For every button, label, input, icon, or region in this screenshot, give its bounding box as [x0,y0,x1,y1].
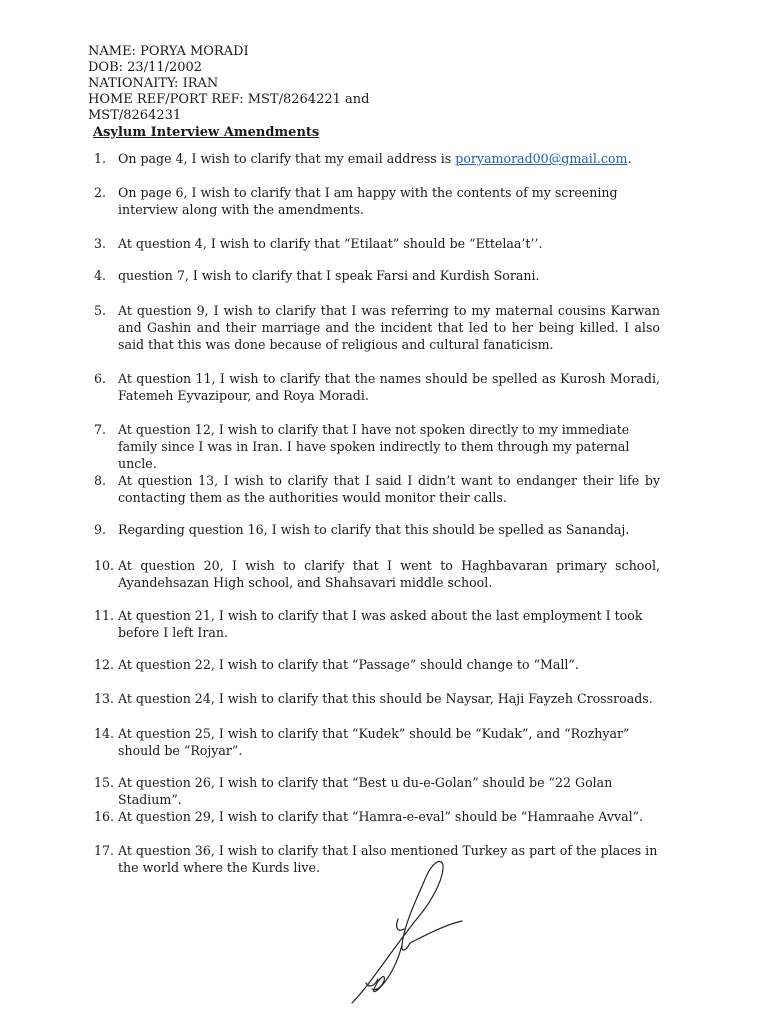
item-number: 3. [94,236,107,251]
item-text: At question 36, I wish to clarify that I also mentioned Turkey as part of the places in the world where the Kurds live. [118,843,658,875]
list-item [94,607,660,641]
list-item [94,267,660,284]
item-text: At question 12, I wish to clarify that I have not spoken directly to my immediate family since I was in Iran. I have spoken indirectly to them through my paternal uncle. [118,422,630,471]
list-item [94,472,660,506]
item-number: 16. [94,809,115,824]
list-item [94,521,660,538]
item-text: At question 20, I wish to clarify that I went to Haghbavaran primary school, Ayandehsazan High school, and Shahsavari middle school. [118,558,660,590]
list-item [94,184,660,218]
item-text: At question 11, I wish to clarify that the names should be spelled as Kurosh Moradi, Fatemeh Eyvazipour, and Roya Moradi. [118,371,660,403]
item-text: At question 21, I wish to clarify that I was asked about the last employment I took before I left Iran. [118,608,643,640]
reference-line-continued: MST/8264231 [88,108,182,120]
item-text: At question 26, I wish to clarify that “Best u du-e-Golan” should be “22 Golan Stadium”. [118,775,613,807]
list-item [94,557,660,591]
item-number: 1. [94,151,107,166]
item-number: 4. [94,268,107,283]
dob-line: DOB: 23/11/2002 [88,60,203,75]
list-item [94,302,660,353]
item-number: 5. [94,303,107,318]
item-number: 17. [94,843,115,858]
item-text: At question 13, I wish to clarify that I said I didn’t want to endanger their life by contacting them as the authorities would monitor their calls. [118,473,660,505]
list-item [94,690,660,707]
personal-details [88,44,388,120]
list-item [94,808,660,825]
item-number: 12. [94,657,115,672]
item-text: Regarding question 16, I wish to clarify that this should be spelled as Sanandaj. [118,522,630,537]
list-item [94,150,660,167]
item-text: At question 24, I wish to clarify that this should be Naysar, Haji Fayzeh Crossroads. [118,691,653,706]
nationality-line: NATIONAITY: IRAN [88,76,219,91]
email-link[interactable]: poryamorad00@gmail.com [455,151,628,166]
item-text: question 7, I wish to clarify that I speak Farsi and Kurdish Sorani. [118,268,540,283]
item-number: 11. [94,608,115,623]
item-text: At question 4, I wish to clarify that “Etilaat” should be “Ettelaa’t’’. [118,236,543,251]
list-item [94,235,660,252]
list-item [94,774,660,808]
item-text: On page 4, I wish to clarify that my email address is poryamorad00@gmail.com. [118,151,632,166]
item-number: 9. [94,522,107,537]
list-item [94,421,660,472]
item-number: 10. [94,558,115,573]
item-number: 15. [94,775,115,790]
item-number: 2. [94,185,107,200]
list-item [94,656,660,673]
item-text: On page 6, I wish to clarify that I am happy with the contents of my screening interview along with the amendments. [118,185,618,217]
name-line: NAME: PORYA MORADI [88,44,249,59]
item-number: 7. [94,422,107,437]
item-text: At question 29, I wish to clarify that “Hamra-e-eval” should be “Hamraahe Avval”. [118,809,644,824]
item-text: At question 22, I wish to clarify that “Passage” should change to “Mall”. [118,657,579,672]
reference-line: HOME REF/PORT REF: MST/8264221 and [88,92,370,107]
item-text: At question 9, I wish to clarify that I was referring to my maternal cousins Karwan and Gashin and their marriage and the incident that led to her being killed. I also said that this was done because of religious and cultural fanaticism. [118,303,660,352]
item-number: 6. [94,371,107,386]
list-item [94,725,660,759]
handwritten-signature [340,855,480,1019]
item-number: 13. [94,691,115,706]
item-text: At question 25, I wish to clarify that “Kudek” should be “Kudak”, and “Rozhyar” should be “Rojyar”. [118,726,630,758]
item-number: 14. [94,726,115,741]
document-title: Asylum Interview Amendments [93,125,320,140]
item-number: 8. [94,473,107,488]
list-item [94,370,660,404]
